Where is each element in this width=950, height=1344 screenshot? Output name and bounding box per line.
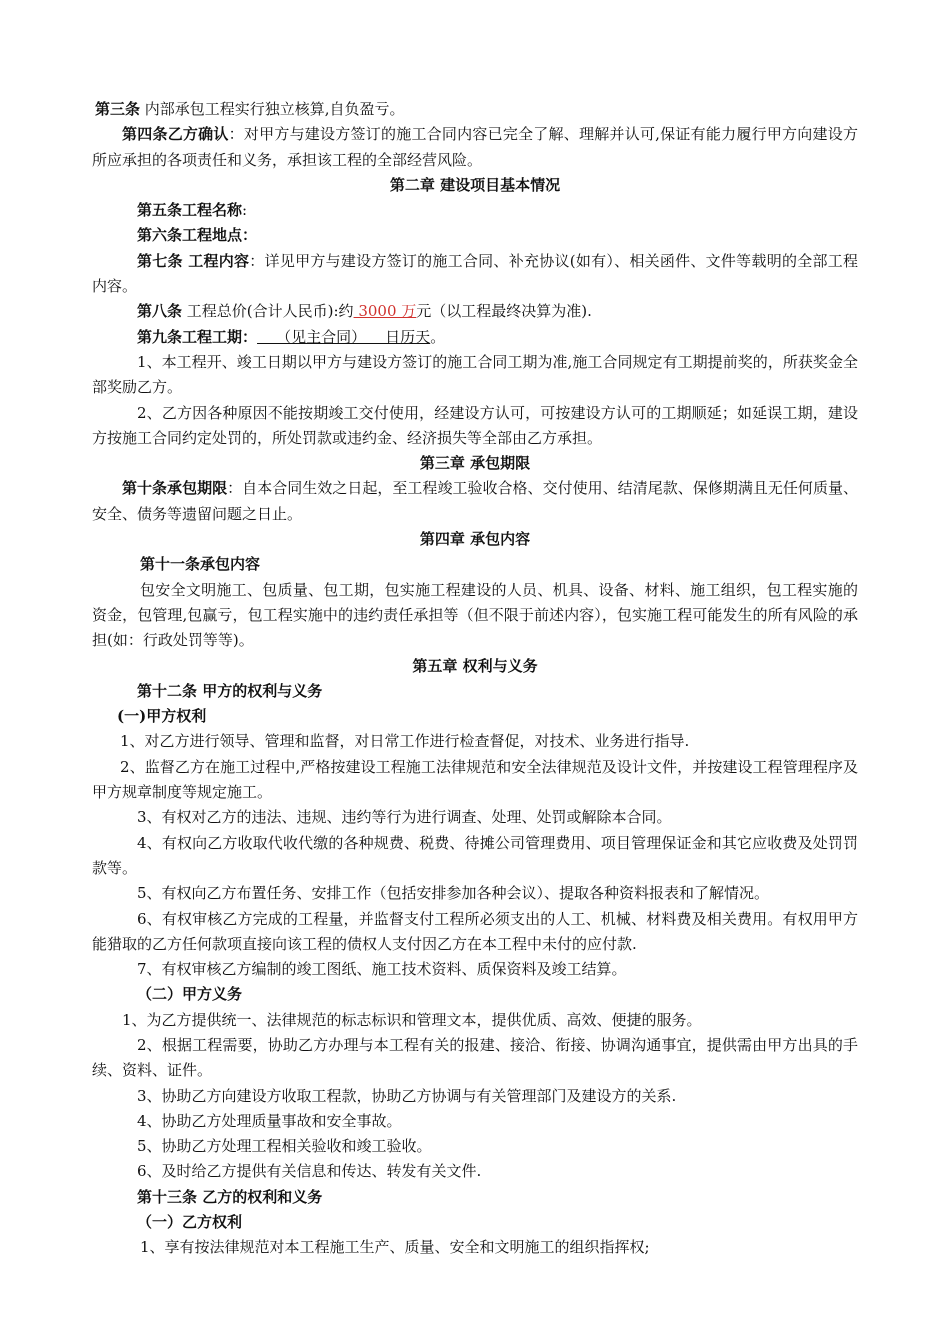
party-a-right-3: 3、有权对乙方的违法、违规、违约等行为进行调查、处理、处罚或解除本合同。 [137,808,672,827]
party-a-duty-2: 2、根据工程需要，协助乙方办理与本工程有关的报建、接洽、衔接、协调沟通事宜，提供需由甲方出具的手续、资料、证件。 [92,1035,858,1080]
article-8 [92,299,858,324]
chapter-2-heading: 第二章 建设项目基本情况 [389,175,561,194]
party-a-right-1: 1、对乙方进行领导、管理和监督，对日常工作进行检查督促，对技术、业务进行指导. [120,732,690,751]
party-a-duty-1: 1、为乙方提供统一、法律规范的标志标识和管理文本，提供优质、高效、便捷的服务。 [122,1010,702,1029]
article-4-label: 第四条乙方确认 [122,125,229,144]
article-9-colon: ： [242,327,258,346]
article-9-end: 。 [430,327,446,346]
party-a-right-5: 5、有权向乙方布置任务、安排工作（包括安排参加各种会议）、提取各种资料报表和了解情况。 [137,884,770,903]
article-3-label: 第三条 [95,100,141,118]
article-8-post: 元（以工程最终决算为准). [416,302,592,321]
article-11-text: 包安全文明施工、包质量、包工期，包实施工程建设的人员、机具、设备、材料、施工组织，包工程实施的资金，包管理,包赢亏，包工程实施中的违约责任承担等（但不限于前述内容），包实施工程可能发生的所有风险的承担(如：行政处罚等等)。 [92,580,858,650]
chapter-4-heading: 第四章 承包内容 [419,530,531,549]
contract-body [92,97,858,1261]
article-10-label: 第十条承包期限 [122,479,228,498]
article-3 [92,97,858,122]
section-party-a-rights: (一)甲方权利 [117,707,207,726]
chapter-3-heading: 第三章 承包期限 [419,454,531,473]
party-a-right-4: 4、有权向乙方收取代收代缴的各种规费、税费、待摊公司管理费用、项目管理保证金和其它应收费及处罚罚款等。 [92,833,858,877]
article-10-text: ：自本合同生效之日起，至工程竣工验收合格、交付使用、结清尾款、保修期满且无任何质量、安全、债务等遗留问题之日止。 [92,479,858,523]
article-13: 第十三条 乙方的权利和义务 [137,1187,323,1206]
section-party-a-duties: （二）甲方义务 [137,985,243,1004]
article-9 [92,325,858,350]
article-9-item-1: 1、本工程开、竣工日期以甲方与建设方签订的施工合同工期为准,施工合同规定有工期提前奖的，所获奖金全部奖励乙方。 [92,352,858,397]
article-8-pre: 工程总价(合计人民币):约 [182,302,354,321]
article-5-label: 第五条工程名称 [137,201,243,220]
party-a-duty-5: 5、协助乙方处理工程相关验收和竣工验收。 [137,1137,432,1156]
article-5-text: : [242,201,248,220]
article-9-item-2: 2、乙方因各种原因不能按期竣工交付使用，经建设方认可，可按建设方认可的工期顺延；如延误工期，建设方按施工合同约定处罚的，所处罚款或违约金、经济损失等全部由乙方承担。 [92,403,858,447]
article-5 [92,198,858,223]
article-9-label: 第九条工程工期 [137,327,243,346]
article-8-label: 第八条 [137,302,183,321]
party-a-right-2: 2、监督乙方在施工过程中,严格按建设工程施工法律规范和安全法律规范及设计文件，并按建设工程管理程序及甲方规章制度等规定施工。 [92,757,858,802]
party-a-duty-6: 6、及时给乙方提供有关信息和传达、转发有关文件. [137,1162,482,1181]
section-party-b-rights: （一）乙方权利 [137,1213,243,1232]
chapter-5-heading: 第五章 权利与义务 [412,656,538,675]
article-11: 第十一条承包内容 [140,555,261,574]
article-6: 第六条工程地点： [137,226,258,245]
article-10 [92,476,858,527]
article-8-amount: 3000 万 [353,302,417,321]
article-7-text: ：详见甲方与建设方签订的施工合同、补充协议(如有）、相关函件、文件等载明的全部工程内容。 [92,251,858,296]
article-9-value: （见主合同） 日历天 [257,327,431,346]
party-a-duty-3: 3、协助乙方向建设方收取工程款，协助乙方协调与有关管理部门及建设方的关系. [137,1086,677,1105]
party-a-duty-4: 4、协助乙方处理质量事故和安全事故。 [137,1111,402,1130]
party-b-right-1: 1、享有按法律规范对本工程施工生产、质量、安全和文明施工的组织指挥权; [140,1238,650,1257]
article-4 [92,122,858,173]
article-12: 第十二条 甲方的权利与义务 [137,681,323,700]
party-a-right-6: 6、有权审核乙方完成的工程量，并监督支付工程所必须支出的人工、机械、材料费及相关费用。有权用甲方能猎取的乙方任何款项直接向该工程的债权人支付因乙方在本工程中未付的应付款. [92,909,858,953]
article-7-label: 第七条 工程内容 [137,251,250,270]
article-7 [92,249,858,300]
article-4-text: ：对甲方与建设方签订的施工合同内容已完全了解、理解并认可,保证有能力履行甲方向建设方所应承担的各项责任和义务，承担该工程的全部经营风险。 [92,125,858,169]
article-3-text: 内部承包工程实行独立核算,自负盈亏。 [140,100,405,118]
party-a-right-7: 7、有权审核乙方编制的竣工图纸、施工技术资料、质保资料及竣工结算。 [137,960,627,979]
